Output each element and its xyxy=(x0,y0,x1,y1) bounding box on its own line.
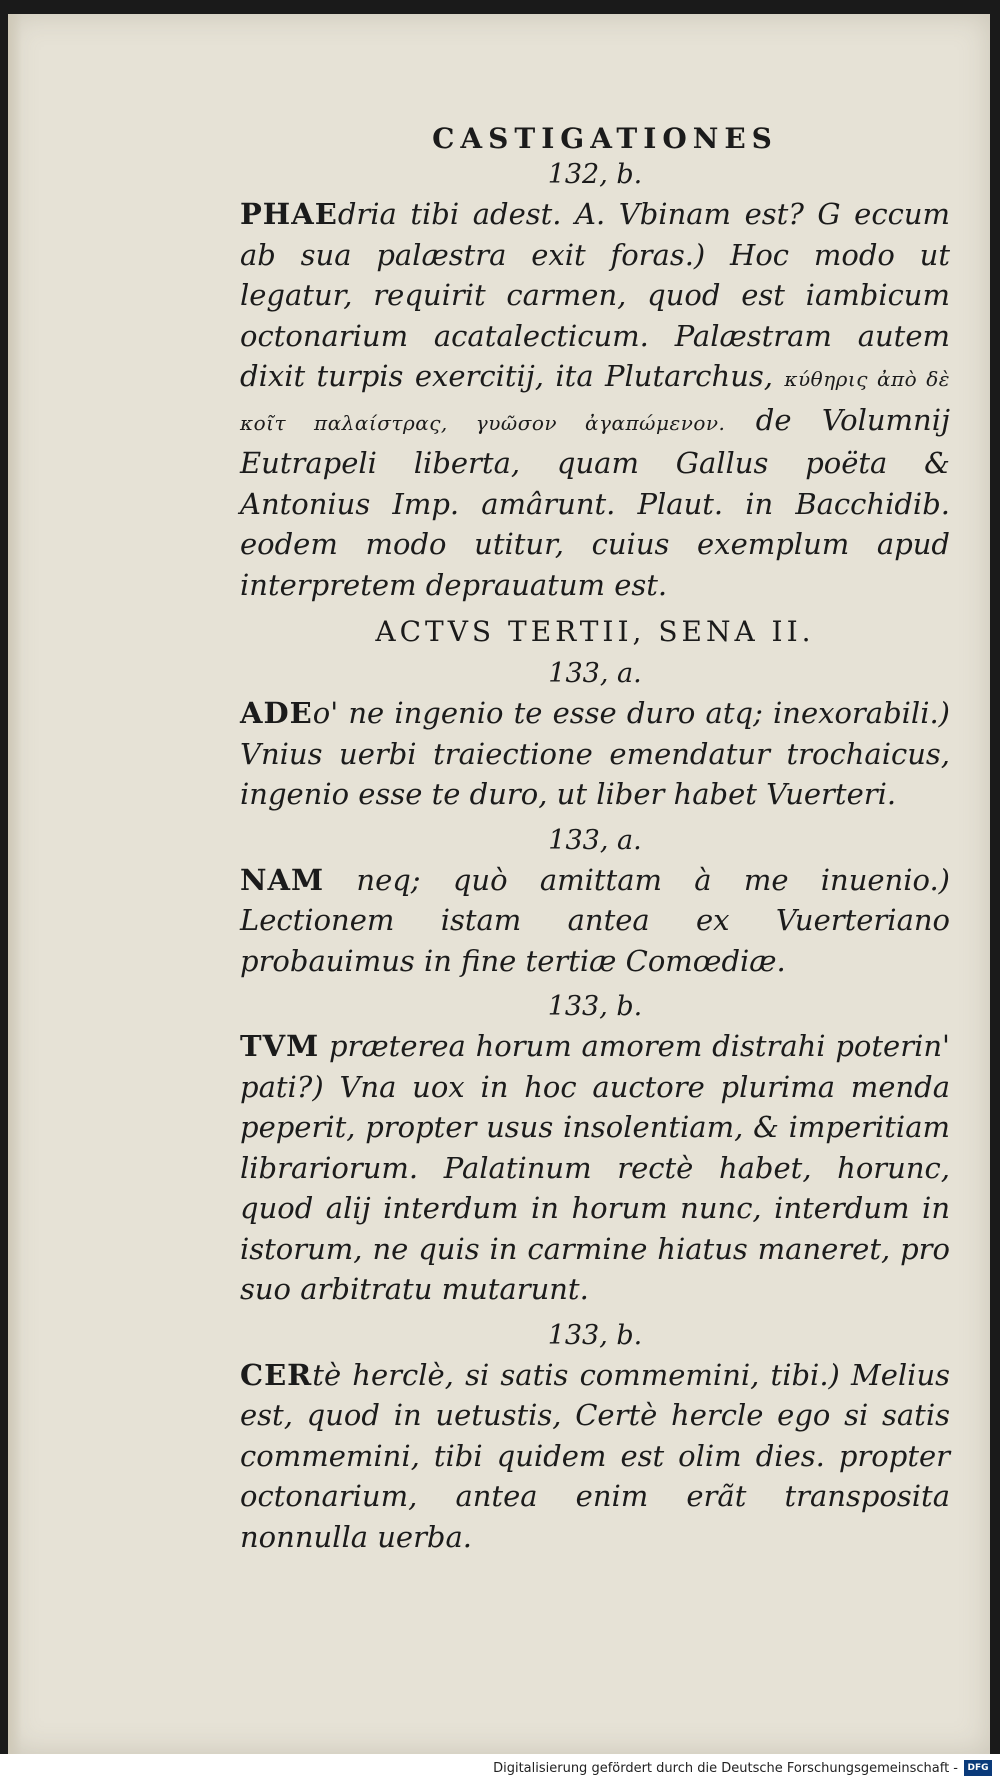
funding-credit: Digitalisierung gefördert durch die Deutsche Forschungsgemeinschaft - xyxy=(493,1761,958,1776)
commentary-paragraph xyxy=(240,1026,950,1310)
running-head: CASTIGATIONES xyxy=(432,122,778,155)
commentary-paragraph xyxy=(240,1355,950,1558)
commentary-paragraph xyxy=(240,693,950,815)
locus-ref: 133, b. xyxy=(547,1319,643,1351)
locus-ref: 133, a. xyxy=(548,824,642,856)
commentary-paragraph xyxy=(240,194,950,605)
dfg-logo: DFG xyxy=(964,1760,992,1776)
paragraph-text: tè herclè, si satis commemini, tibi.) Melius est, quod in uetustis, Certè hercle ego si satis commemini, tibi quidem est olim dies. propter octonarium, antea enim erãt transposita nonnulla uerba. xyxy=(240,1357,950,1554)
paragraph-text: o' ne ingenio te esse duro atq; inexorabili.) Vnius uerbi traiectione emendatur trochaicus, ingenio esse te duro, ut liber habet Vuerteri. xyxy=(240,696,950,811)
paragraph-text: præterea horum amorem distrahi poterin' pati?) Vna uox in hoc auctore plurima menda peperit, propter usus insolentiam, & imperitiam librariorum. Palatinum rectè habet, horunc, quod alij interdum in horum nunc, interdum in istorum, ne quis in carmine hiatus maneret, pro suo arbitratu mutarunt. xyxy=(240,1029,950,1306)
page-content xyxy=(240,122,950,1567)
greek-quotation: κύθηρις ἀπὸ δὲ κοῖτ παλαίστρας, γυῶσον ἀγαπώμενον. xyxy=(240,367,950,435)
lemma-initial: TVM xyxy=(240,1029,320,1063)
locus-ref: 132, b. xyxy=(547,159,643,190)
digitization-footer xyxy=(0,1754,1000,1783)
lemma-initial: NAM xyxy=(240,862,325,897)
lemma-initial: ADE xyxy=(240,696,313,730)
paragraph-text-continued: de Volumnij Eutrapeli liberta, quam Gallus poëta & Antonius Imp. amârunt. Plaut. in Bacchidib. eodem modo utitur, cuius exemplum apud interpretem deprauatum est. xyxy=(240,402,950,602)
book-page xyxy=(8,14,990,1754)
page-edge xyxy=(8,14,22,1754)
act-scene-heading: ACTVS TERTII, SENA II. xyxy=(375,615,815,648)
locus-ref: 133, b. xyxy=(547,991,643,1022)
paragraph-text: neq; quò amittam à me inuenio.) Lectionem istam antea ex Vuerteriano probauimus in fine tertiæ Comœdiæ. xyxy=(240,862,950,978)
lemma-initial: CER xyxy=(240,1357,313,1392)
paragraph-text: dria tibi adest. A. Vbinam est? G eccum ab sua palæstra exit foras.) Hoc modo ut legatur, requirit carmen, quod est iambicum octonarium acatalecticum. Palæstram autem dixit turpis exercitij, ita Plutarchus, xyxy=(240,197,950,393)
commentary-paragraph xyxy=(240,860,950,982)
lemma-initial: PHAE xyxy=(240,197,338,231)
locus-ref: 133, a. xyxy=(548,658,642,689)
